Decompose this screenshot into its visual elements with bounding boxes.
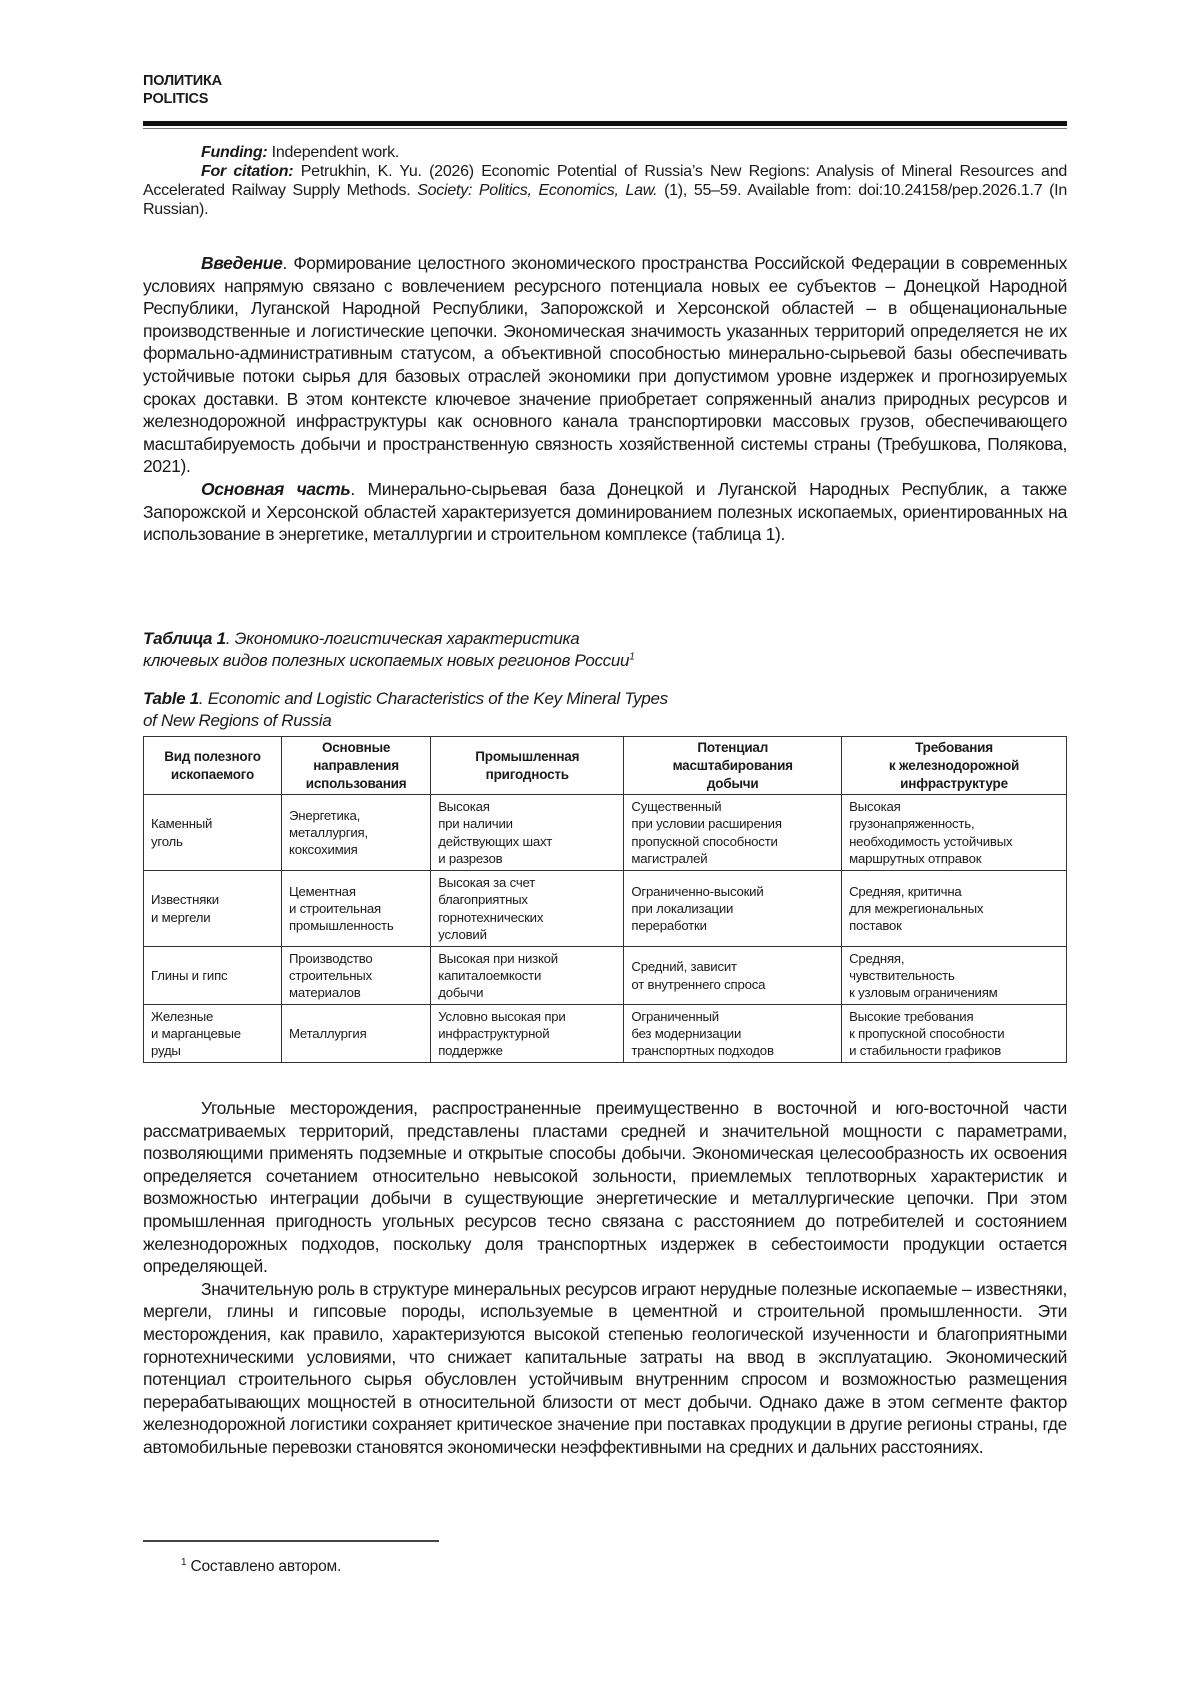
table-cell: Цементная и строительная промышленность <box>281 871 430 947</box>
table-cell: Известняки и мергели <box>144 871 282 947</box>
table-cell: Условно высокая при инфраструктурной поддержке <box>431 1005 624 1063</box>
header-cell: Потенциал масштабирования добычи <box>624 737 842 795</box>
caption-en-line2: of New Regions of Russia <box>143 711 332 730</box>
body-after-table <box>143 1097 1067 1459</box>
table-cell: Высокая при низкой капиталоемкости добычи <box>431 947 624 1005</box>
table-cell: Железные и марганцевые руды <box>144 1005 282 1063</box>
caption-ru-line2: ключевых видов полезных ископаемых новых регионов России <box>143 651 630 670</box>
caption-ru-line1: . Экономико-логистическая характеристика <box>225 629 580 648</box>
table-cell: Каменный уголь <box>144 795 282 871</box>
table-cell: Энергетика, металлургия, коксохимия <box>281 795 430 871</box>
citation-text-2: (1), 55–59. Available from: doi:10.24158/pep.2026.1.7 (In Russian). <box>143 182 1068 218</box>
main-part-text: . Минерально-сырьевая база Донецкой и Луганской Народных Республик, а также Запорожской и Херсонской областей характеризуется доминированием полезных ископаемых, ориентированных на использование в энергетике, металлургии и строительном комплексе (таблица 1). <box>143 478 1067 545</box>
citation-text-1: Petrukhin, K. Yu. (2026) Economic Potential of Russia’s New Regions: Analysis of Mineral Resources and Accelerated Railway Supply Methods. <box>143 163 1068 199</box>
table-cell: Средняя, чувствительность к узловым ограничениям <box>842 947 1067 1005</box>
footnote <box>181 1558 341 1576</box>
table-caption-ru <box>143 628 843 672</box>
header-rule-thin <box>143 128 1067 129</box>
funding-label: Funding: <box>201 144 268 161</box>
table-row <box>144 947 1067 1005</box>
rubric-en: POLITICS <box>143 91 209 107</box>
minerals-table <box>143 736 1067 1063</box>
intro-label: Введение <box>201 253 283 273</box>
journal-rubric <box>143 72 222 108</box>
table-cell: Ограниченно-высокий при локализации переработки <box>624 871 842 947</box>
table-cell: Существенный при условии расширения пропускной способности магистралей <box>624 795 842 871</box>
main-part-label: Основная часть <box>201 478 351 499</box>
table-caption-en <box>143 688 843 732</box>
table-cell: Высокая грузонапряженность, необходимость устойчивых маршрутных отправок <box>842 795 1067 871</box>
footnote-separator <box>143 1540 439 1542</box>
funding-text: Independent work. <box>267 144 400 161</box>
table-cell: Металлургия <box>281 1005 430 1063</box>
main-part-paragraph <box>143 478 1067 546</box>
table-cell: Высокая при наличии действующих шахт и разрезов <box>431 795 624 871</box>
article-meta <box>143 143 1067 219</box>
caption-en-line1: . Economic and Logistic Characteristics of the Key Mineral Types <box>198 689 668 708</box>
header-cell: Требования к железнодорожной инфраструктуре <box>842 737 1067 795</box>
caption-ru-label: Таблица 1 <box>143 629 226 648</box>
intro-paragraph <box>143 252 1067 478</box>
citation-line <box>143 162 1067 219</box>
table-header-row <box>144 737 1067 795</box>
header-cell: Основные направления использования <box>281 737 430 795</box>
table-row <box>144 1005 1067 1063</box>
header-rule-thick <box>143 121 1067 126</box>
table-cell: Глины и гипс <box>144 947 282 1005</box>
footnote-text: Составлено автором. <box>186 1558 342 1575</box>
table-cell: Средняя, критична для межрегиональных поставок <box>842 871 1067 947</box>
rubric-ru: ПОЛИТИКА <box>143 73 222 89</box>
body-paragraph: Значительную роль в структуре минеральных ресурсов играют нерудные полезные ископаемые – известняки, мергели, глины и гипсовые породы, используемые в цементной и строительной промышленности. Эти месторождения, как правило, характеризуются высокой степенью геологической изученности и благоприятными горнотехническими условиями, что снижает капитальные затраты на ввод в эксплуатацию. Экономический потенциал строительного сырья обусловлен устойчивым внутренним спросом и возможностью размещения перерабатывающих мощностей в относительной близости от мест добычи. Однако даже в этом сегменте фактор железнодорожной логистики сохраняет критическое значение при поставках продукции в другие регионы страны, где автомобильные перевозки становятся экономически неэффективными на средних и дальних расстояниях. <box>143 1278 1067 1457</box>
table-cell: Ограниченный без модернизации транспортных подходов <box>624 1005 842 1063</box>
table-cell: Высокие требования к пропускной способности и стабильности графиков <box>842 1005 1067 1063</box>
table-cell: Производство строительных материалов <box>281 947 430 1005</box>
table-row <box>144 871 1067 947</box>
footnote-mark: 1 <box>181 1556 187 1568</box>
header-cell: Промышленная пригодность <box>431 737 624 795</box>
citation-journal: Society: Politics, Economics, Law. <box>417 182 658 199</box>
header-cell: Вид полезного ископаемого <box>144 737 282 795</box>
body-paragraph: Угольные месторождения, распространенные преимущественно в восточной и юго-восточной части рассматриваемых территорий, представлены пластами средней и значительной мощности с параметрами, позволяющими применять подземные и открытые способы добычи. Экономическая целесообразность их освоения определяется сочетанием относительно невысокой зольности, приемлемых теплотворных характеристик и возможностью интеграции добычи в существующие энергетические и металлургические цепочки. При этом промышленная пригодность угольных ресурсов тесно связана с расстоянием до потребителей и состоянием железнодорожных подходов, поскольку доля транспортных издержек в себестоимости продукции остается определяющей. <box>143 1098 1067 1277</box>
intro-text: . Формирование целостного экономического пространства Российской Федерации в современных условиях напрямую связано с вовлечением ресурсного потенциала новых ее субъектов – Донецкой Народной Республики, Луганской Народной Республики, Запорожской и Херсонской областей – в общенациональные производственные и логистические цепочки. Экономическая значимость указанных территорий определяется не их формально-административным статусом, а объективной способностью минерально-сырьевой базы обеспечивать устойчивые потоки сырья для базовых отраслей экономики при допустимом уровне издержек и прогнозируемых сроках доставки. В этом контексте ключевое значение приобретает сопряженный анализ природных ресурсов и железнодорожной инфраструктуры как основного канала транспортировки массовых грузов, обеспечивающего масштабируемость добычи и пространственную связность хозяйственной системы страны (Требушкова, Полякова, 2021). <box>143 253 1067 477</box>
citation-label: For citation: <box>201 163 294 180</box>
caption-en-label: Table 1 <box>143 689 199 708</box>
intro-section <box>143 252 1067 546</box>
footnote-ref: 1 <box>629 651 635 663</box>
table-cell: Средний, зависит от внутреннего спроса <box>624 947 842 1005</box>
table-cell: Высокая за счет благоприятных горнотехнических условий <box>431 871 624 947</box>
funding-line <box>143 143 1067 162</box>
table-row <box>144 795 1067 871</box>
